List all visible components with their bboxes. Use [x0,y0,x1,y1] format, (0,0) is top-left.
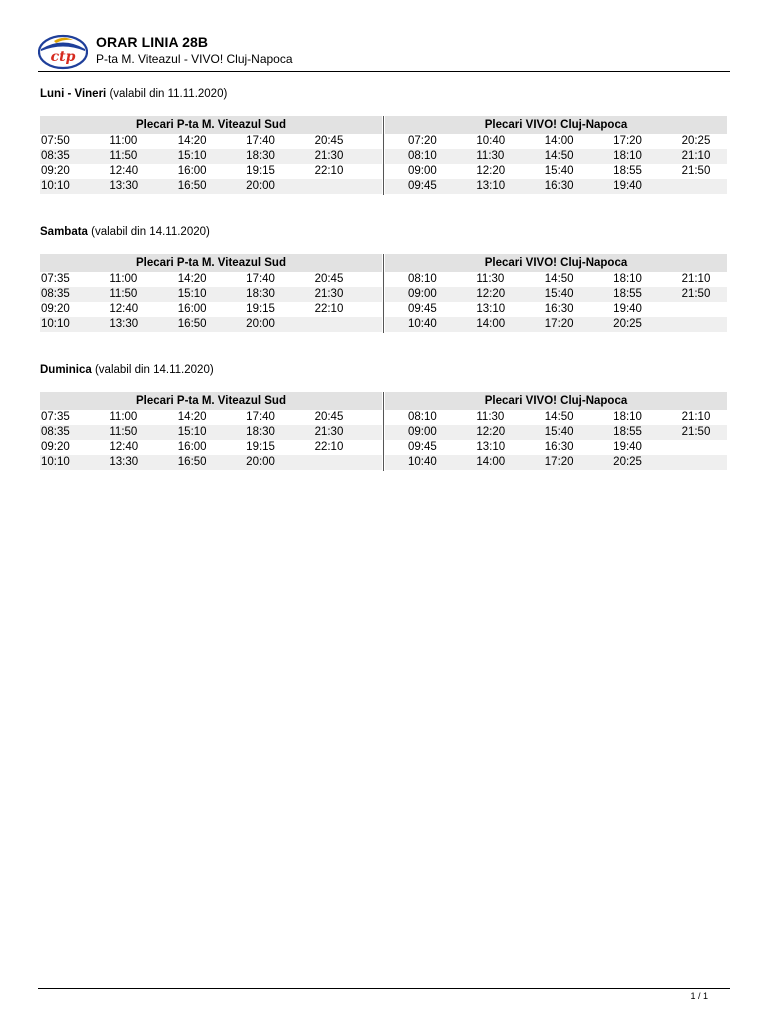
table-row [40,410,382,425]
departure-time: 20:45 [314,411,344,423]
table-row [385,179,727,194]
table-row [40,149,382,164]
departure-time: 07:35 [41,273,70,285]
day-label: Sambata [40,226,88,238]
departure-time: 15:10 [177,425,245,440]
validity-note: (valabil din 11.11.2020) [109,88,228,100]
departure-time: 07:50 [41,135,70,147]
table-row [385,134,727,149]
departure-time: 11:00 [109,273,138,285]
departure-time: 18:10 [590,149,658,164]
departure-time: 14:50 [544,273,574,285]
departure-time: 21:50 [659,287,727,302]
table-header: Plecari VIVO! Cluj-Napoca [385,392,727,410]
departure-time: 13:10 [453,179,521,194]
departure-time: 12:40 [109,165,139,177]
table-row [40,134,382,149]
section-title [40,362,727,378]
table-row [385,149,727,164]
section-title [40,224,727,240]
departure-time: 20:25 [681,135,711,147]
departure-time: 18:30 [245,287,313,302]
table-header: Plecari P-ta M. Viteazul Sud [40,392,382,410]
column-divider [383,254,384,333]
table-row [385,272,727,287]
table-row [40,179,382,194]
departure-time: 14:50 [544,411,574,423]
departure-time: 09:00 [385,425,453,440]
departure-time: 11:50 [108,425,176,440]
day-label: Duminica [40,364,92,376]
departure-time: 10:10 [40,317,108,332]
departure-time: 20:00 [245,455,313,470]
departure-time: 18:55 [590,425,658,440]
departure-time: 09:00 [385,287,453,302]
departure-time: 18:10 [613,411,642,423]
day-label: Luni - Vineri [40,88,107,100]
departure-time: 21:30 [314,425,382,440]
table-row [40,272,382,287]
departure-time: 17:20 [522,455,590,470]
departure-time: 19:40 [590,179,658,194]
departure-time: 11:00 [109,411,138,423]
departure-time: 11:30 [476,273,505,285]
schedule-tables [40,392,727,471]
departure-time: 16:50 [177,317,245,332]
departure-time: 20:25 [590,317,658,332]
table-row [385,440,727,455]
departure-time: 10:40 [385,455,453,470]
departure-time: 18:55 [613,165,642,177]
departure-time: 08:35 [40,287,108,302]
departure-time: 20:00 [245,317,313,332]
departure-time: 21:10 [659,149,727,164]
departure-time: 09:45 [408,441,437,453]
table-row [40,455,382,470]
departure-time: 14:20 [177,411,207,423]
departure-time [659,317,727,332]
departure-time: 22:10 [314,441,344,453]
departure-time: 14:50 [522,149,590,164]
departure-time: 16:00 [177,441,207,453]
departure-time: 21:10 [681,273,711,285]
departure-time: 14:20 [177,273,207,285]
departure-time: 20:45 [314,135,344,147]
departure-time: 09:20 [41,165,70,177]
table-row [385,164,727,179]
departures-table-vivo [385,116,727,194]
departure-time: 11:30 [453,149,521,164]
departure-time: 13:30 [108,179,176,194]
departure-time: 12:20 [476,165,506,177]
departure-time: 13:10 [476,303,506,315]
departure-time: 10:10 [40,455,108,470]
departure-time: 08:10 [408,273,437,285]
departure-time: 11:00 [109,135,138,147]
departure-time: 22:10 [314,303,344,315]
departure-time: 17:20 [613,135,642,147]
table-row [40,302,382,317]
departure-time: 22:10 [314,165,344,177]
departure-time: 09:00 [408,165,437,177]
table-row [40,440,382,455]
departure-time: 16:00 [177,303,207,315]
departure-time [314,179,382,194]
departure-time: 08:35 [40,425,108,440]
departures-table-viteazul [40,392,382,470]
table-row [40,317,382,332]
departures-table-vivo [385,392,727,470]
footer-divider [38,988,730,989]
departure-time: 19:40 [613,441,642,453]
departure-time: 15:40 [522,425,590,440]
schedule-tables [40,254,727,333]
departure-time: 16:00 [177,165,207,177]
schedule-tables [40,116,727,195]
departures-table-viteazul [40,254,382,332]
departure-time: 12:20 [453,425,521,440]
departure-time: 21:50 [659,425,727,440]
table-row [385,425,727,440]
departure-time: 16:30 [544,303,574,315]
departure-time: 15:10 [177,287,245,302]
table-header: Plecari VIVO! Cluj-Napoca [385,116,727,134]
departure-time: 12:40 [109,303,139,315]
departure-time: 08:35 [40,149,108,164]
departure-time: 13:30 [108,455,176,470]
departure-time: 09:45 [408,303,437,315]
departure-time: 16:50 [177,455,245,470]
departure-time: 18:30 [245,149,313,164]
validity-note: (valabil din 14.11.2020) [94,364,214,376]
section-title [40,86,727,102]
page-header [38,32,730,72]
departure-time: 20:00 [245,179,313,194]
departure-time: 21:30 [314,149,382,164]
departure-time: 17:40 [246,411,275,423]
page-number: 1 / 1 [690,991,708,1001]
departure-time: 19:15 [246,441,275,453]
departure-time: 18:10 [613,273,642,285]
departures-table-viteazul [40,116,382,194]
departure-time: 19:40 [613,303,642,315]
departure-time: 19:15 [246,165,275,177]
table-row [385,287,727,302]
departure-time: 12:40 [109,441,139,453]
page-title: ORAR LINIA 28B [96,34,209,50]
departure-time: 17:40 [246,135,275,147]
departure-time: 11:30 [476,411,505,423]
table-row [40,164,382,179]
departure-time: 16:30 [544,441,574,453]
departure-time [659,440,727,455]
table-row [385,455,727,470]
departure-time: 11:50 [108,287,176,302]
table-row [40,425,382,440]
departure-time: 18:30 [245,425,313,440]
departure-time: 09:20 [41,303,70,315]
departure-time: 09:20 [41,441,70,453]
departure-time [659,302,727,317]
table-header: Plecari VIVO! Cluj-Napoca [385,254,727,272]
column-divider [383,116,384,195]
departure-time: 15:40 [522,287,590,302]
departure-time: 15:10 [177,149,245,164]
departure-time: 10:40 [476,135,506,147]
departure-time: 14:20 [177,135,207,147]
departure-time: 18:55 [590,287,658,302]
departure-time: 21:30 [314,287,382,302]
validity-note: (valabil din 14.11.2020) [91,226,210,238]
departure-time: 08:10 [385,149,453,164]
header-divider [38,71,730,72]
departure-time: 17:20 [522,317,590,332]
departure-time: 15:40 [544,165,574,177]
departure-time: 20:45 [314,273,344,285]
departure-time: 14:00 [544,135,574,147]
table-row [385,302,727,317]
logo-lettering: ctp [50,49,76,65]
departure-time: 07:20 [408,135,437,147]
departure-time [659,455,727,470]
ctp-logo-icon [38,34,88,70]
departure-time: 20:25 [590,455,658,470]
departure-time: 09:45 [385,179,453,194]
route-subtitle: P-ta M. Viteazul - VIVO! Cluj-Napoca [96,52,293,66]
table-row [385,410,727,425]
departure-time [659,179,727,194]
departure-time [314,317,382,332]
departure-time: 16:50 [177,179,245,194]
schedule-section [40,224,727,333]
column-divider [383,392,384,471]
departure-time: 10:40 [385,317,453,332]
departure-time: 19:15 [246,303,275,315]
departure-time: 07:35 [41,411,70,423]
table-header: Plecari P-ta M. Viteazul Sud [40,254,382,272]
schedule-section [40,362,727,471]
departure-time: 16:30 [522,179,590,194]
table-header: Plecari P-ta M. Viteazul Sud [40,116,382,134]
departure-time: 13:10 [476,441,506,453]
departure-time: 17:40 [246,273,275,285]
departure-time: 10:10 [40,179,108,194]
departure-time: 11:50 [108,149,176,164]
departure-time: 14:00 [453,455,521,470]
departure-time: 21:50 [681,165,711,177]
departure-time: 14:00 [453,317,521,332]
departure-time: 13:30 [108,317,176,332]
departures-table-vivo [385,254,727,332]
schedule-section [40,86,727,195]
table-row [385,317,727,332]
table-row [40,287,382,302]
departure-time: 08:10 [408,411,437,423]
departure-time: 12:20 [453,287,521,302]
departure-time: 21:10 [681,411,711,423]
departure-time [314,455,382,470]
